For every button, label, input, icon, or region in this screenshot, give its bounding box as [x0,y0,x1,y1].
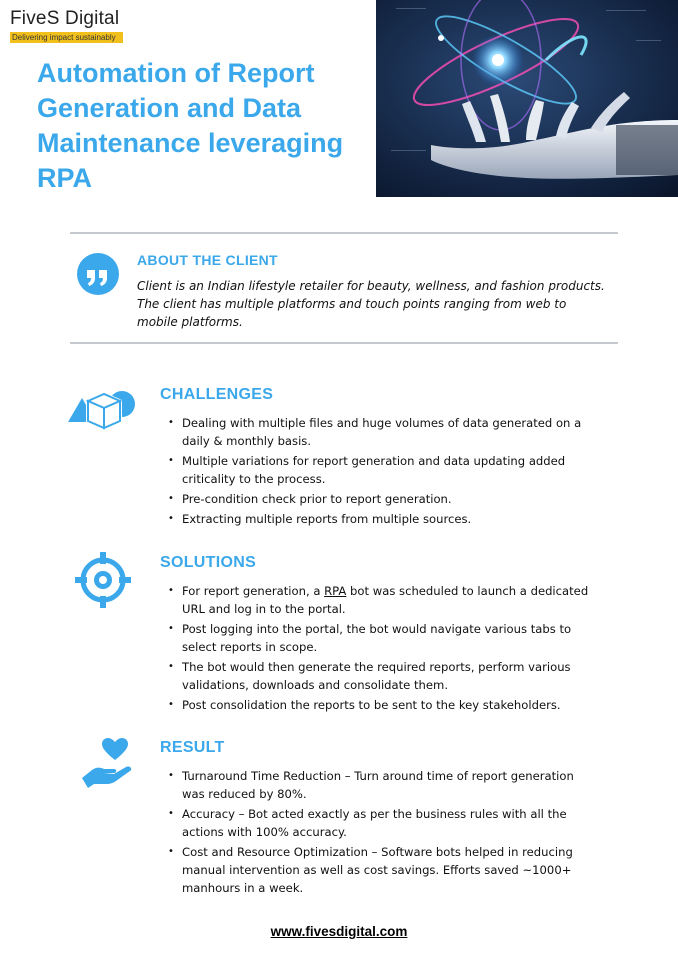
challenges-heading: CHALLENGES [160,386,274,403]
target-icon [75,552,139,608]
about-line-1: Client is an Indian lifestyle retailer for beauty, wellness, and fashion products. [137,279,605,293]
result-heading: RESULT [160,739,225,756]
result-list [168,767,598,899]
solutions-list [168,582,598,716]
company-logo [10,8,123,43]
challenges-list [168,414,598,530]
list-item: • Accuracy – Bot acted exactly as per the business rules with all the actions with 100% accuracy. [168,805,598,841]
divider-top [70,232,618,234]
about-line-2: The client has multiple platforms and touch points ranging from web to mobile platforms. [137,297,567,329]
list-item: • Pre-condition check prior to report generation. [168,490,598,508]
heart-hand-icon [80,736,144,792]
list-item: • Cost and Resource Optimization – Software bots helped in reducing manual intervention as well as cost savings. Efforts saved ~1000+ manhours in a week. [168,843,598,897]
list-item: • The bot would then generate the required reports, perform various validations, downloads and consolidate them. [168,658,598,694]
solutions-heading: SOLUTIONS [160,554,257,571]
footer [0,924,678,939]
list-item: • Multiple variations for report generation and data updating added criticality to the process. [168,452,598,488]
list-item: • Extracting multiple reports from multiple sources. [168,510,598,528]
list-item [168,582,598,618]
list-item: • Turnaround Time Reduction – Turn around time of report generation was reduced by 80%. [168,767,598,803]
shapes-cube-icon [68,384,132,440]
about-heading: ABOUT THE CLIENT [137,252,278,268]
list-item: • Dealing with multiple files and huge volumes of data generated on a daily & monthly basis. [168,414,598,450]
website-link[interactable]: www.fivesdigital.com [270,924,408,939]
quote-icon [76,252,120,296]
rpa-link[interactable]: RPA [324,584,347,598]
hero-image [376,0,678,197]
list-item: • Post logging into the portal, the bot would navigate various tabs to select reports in scope. [168,620,598,656]
divider-bottom [70,342,618,344]
about-description [137,277,607,331]
page-title: Automation of Report Generation and Data Maintenance leveraging RPA [37,58,344,193]
logo-tagline: Delivering impact sustainably [10,32,123,43]
list-item: • Post consolidation the reports to be sent to the key stakeholders. [168,696,598,714]
robot-hand-atom-image [376,0,678,197]
solution-item-suffix: bot was scheduled to launch a dedicated URL and log in to the portal. [182,584,589,616]
logo-name: FiveS Digital [10,8,120,29]
solution-item-prefix: For report generation, a [182,584,325,598]
